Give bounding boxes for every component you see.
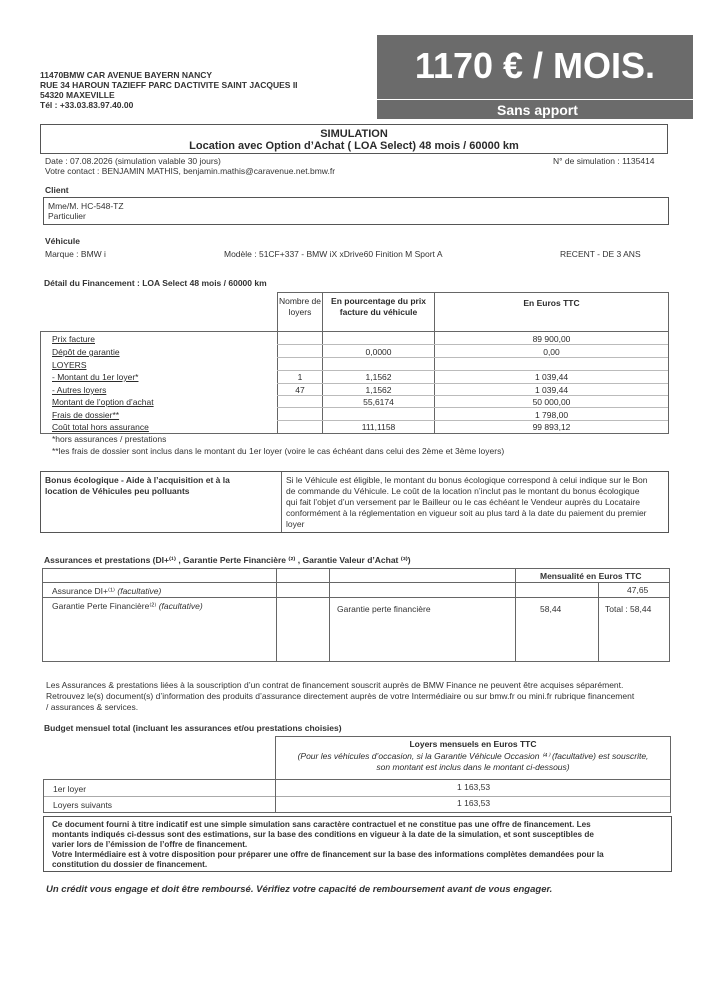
financing-row-euros: 89 900,00: [532, 334, 571, 344]
bonus-box: [40, 471, 669, 533]
insurance-note-1: Les Assurances & prestations liées à la souscription d’un contrat de financement souscrit auprès de BMW Finance ne peuvent être acquises séparément.: [46, 680, 624, 690]
vehicle-brand: Marque : BMW i: [45, 249, 106, 259]
simulation-title-box: [40, 124, 668, 154]
financing-row-label: Dépôt de garantie: [52, 347, 120, 357]
disclaimer-line-4: Votre Intermédiaire est à votre disposition pour préparer une offre de financement sur la base des informations complètes demandées pour la: [52, 850, 604, 859]
insurance-row2-total: Total : 58,44: [605, 604, 652, 614]
financing-row-percent: 55,6174: [363, 397, 394, 407]
dealer-address: RUE 34 HAROUN TAZIEFF PARC DACTIVITE SAINT JACQUES II: [40, 80, 298, 90]
dealer-phone: Tél : +33.03.83.97.40.00: [40, 100, 134, 110]
financing-row-percent: 1,1562: [365, 372, 392, 382]
financing-row-count: 1: [297, 372, 303, 382]
disclaimer-line-5: constitution du dossier de financement.: [52, 860, 208, 869]
bonus-text-5: loyer: [286, 519, 305, 529]
insurance-note-2: Retrouvez le(s) document(s) d’information des produits d’assurance directement auprès de votre Intermédiaire ou sur bmw.fr ou mini.fr rubrique financement: [46, 691, 635, 701]
price-text: 1170 € / MOIS.: [414, 45, 656, 86]
insurance-row2-name: Garantie perte financière: [337, 604, 431, 614]
vehicle-age: RECENT - DE 3 ANS: [560, 249, 641, 259]
financing-row-euros: 1 039,44: [534, 385, 569, 395]
insurance-row1-value: 47,65: [627, 585, 649, 595]
vehicle-model: Modèle : 51CF+337 - BMW iX xDrive60 Finition M Sport A: [224, 249, 443, 259]
financing-row-euros: 0,00: [543, 347, 560, 357]
financing-note-2: **les frais de dossier sont inclus dans le montant du 1er loyer (voire le cas échéant dans celui des 2ème et 3ème loyers): [52, 446, 505, 456]
budget-row2-value: 1 163,53: [457, 798, 491, 808]
client-box: [43, 197, 669, 225]
client-type: Particulier: [48, 211, 86, 221]
disclaimer-box: [43, 816, 672, 872]
bonus-title-2: location de Véhicules peu polluants: [45, 486, 190, 496]
financing-row-label: Prix facture: [52, 334, 95, 344]
financing-row-euros: 1 039,44: [534, 372, 569, 382]
simulation-number: N° de simulation : 1135414: [553, 156, 655, 166]
simulation-date: Date : 07.08.2026 (simulation valable 30 jours): [45, 156, 221, 166]
bonus-title-1: Bonus écologique - Aide à l’acquisition et à la: [45, 475, 230, 485]
footer-warning: Un crédit vous engage et doit être remboursé. Vérifiez votre capacité de remboursement avant de vous engager.: [46, 884, 553, 895]
financing-row-label: - Autres loyers: [52, 385, 107, 395]
bonus-text-4: conformément à la réglementation en vigueur soit au plus tard à la date du paiement du premier: [286, 508, 647, 518]
simulation-heading: SIMULATION: [320, 128, 388, 140]
header-euros: En Euros TTC: [523, 298, 580, 308]
insurance-row2-label: Garantie Perte Financière⁽²⁾ (facultative): [52, 601, 203, 611]
financing-title: Détail du Financement : LOA Select 48 mois / 60000 km: [44, 278, 267, 288]
simulation-contact: Votre contact : BENJAMIN MATHIS, benjamin.mathis@caravenue.net.bmw.fr: [45, 166, 336, 176]
financing-row-percent: 111,1158: [361, 422, 396, 432]
financing-row-label: LOYERS: [52, 360, 87, 370]
budget-row1-label: 1er loyer: [53, 784, 87, 794]
header-percent: En pourcentage du prix facture du véhicule: [331, 296, 426, 317]
banner-subtitle: Sans apport: [497, 102, 578, 118]
disclaimer-line-1: Ce document fourni à titre indicatif est une simple simulation sans caractère contractuel et ne constitue pas une offre de financement. Les: [52, 820, 591, 829]
dealer-name: 11470BMW CAR AVENUE BAYERN NANCY: [40, 70, 213, 80]
disclaimer-line-2: montants indiqués ci-dessus sont des estimations, sur la base des conditions en vigueur à la date de la simulation, et sont susceptibles de: [52, 830, 594, 839]
disclaimer-line-3: varier lors de l’émission de l’offre de financement.: [52, 840, 248, 849]
financing-row-euros: 1 798,00: [534, 410, 569, 420]
client-label: Client: [45, 185, 69, 195]
financing-row-count: 47: [295, 385, 305, 395]
budget-header: Loyers mensuels en Euros TTC: [409, 739, 537, 749]
bonus-text-2: de commande du Véhicule. Le coût de la location n’inclut pas le montant du bonus écologique: [286, 486, 640, 496]
budget-sub-2: son montant est inclus dans le montant ci-dessous): [376, 762, 570, 772]
budget-title: Budget mensuel total (incluant les assurances et/ou prestations choisies): [44, 723, 342, 733]
client-name: Mme/M. HC-548-TZ: [48, 201, 124, 211]
insurance-note-3: / assurances & services.: [46, 702, 139, 712]
vehicle-label: Véhicule: [45, 236, 80, 246]
bonus-text-1: Si le Véhicule est éligible, le montant du bonus écologique correspond à celui indique sur le Bon: [286, 475, 648, 485]
insurance-row2-value: 58,44: [540, 604, 562, 614]
financing-row-percent: 1,1562: [365, 385, 392, 395]
price-banner: [377, 35, 693, 119]
budget-sub-1: (Pour les véhicules d’occasion, si la Garantie Véhicule Occasion ⁽⁴⁾ (facultative) est souscrite,: [297, 751, 649, 761]
insurance-row1-label: Assurance DI+⁽¹⁾ (facultative): [52, 586, 162, 596]
financing-row-label: Frais de dossier**: [52, 410, 120, 420]
financing-row-percent: 0,0000: [365, 347, 392, 357]
bonus-text-3: qui fait l’objet d’un versement par le Bailleur ou le cas échéant le Vendeur auprès du Locataire: [286, 497, 640, 507]
dealer-city: 54320 MAXEVILLE: [40, 90, 115, 100]
financing-row-label: - Montant du 1er loyer*: [52, 372, 139, 382]
insurance-title: Assurances et prestations (DI+⁽¹⁾ , Garantie Perte Financière ⁽²⁾ , Garantie Valeur d’Achat ⁽³⁾): [44, 555, 411, 565]
header-count: Nombre de loyers: [278, 296, 322, 317]
financing-row-label: Montant de l’option d’achat: [52, 397, 154, 407]
budget-row1-value: 1 163,53: [457, 782, 491, 792]
financing-row-label: Coût total hors assurance: [52, 422, 149, 432]
financing-note-1: *hors assurances / prestations: [52, 434, 167, 444]
financing-row-euros: 99 893,12: [532, 422, 571, 432]
simulation-subheading: Location avec Option d’Achat ( LOA Select) 48 mois / 60000 km: [189, 140, 519, 152]
financing-row-euros: 50 000,00: [532, 397, 571, 407]
insurance-monthly-header: Mensualité en Euros TTC: [540, 571, 642, 581]
budget-row2-label: Loyers suivants: [53, 800, 113, 810]
